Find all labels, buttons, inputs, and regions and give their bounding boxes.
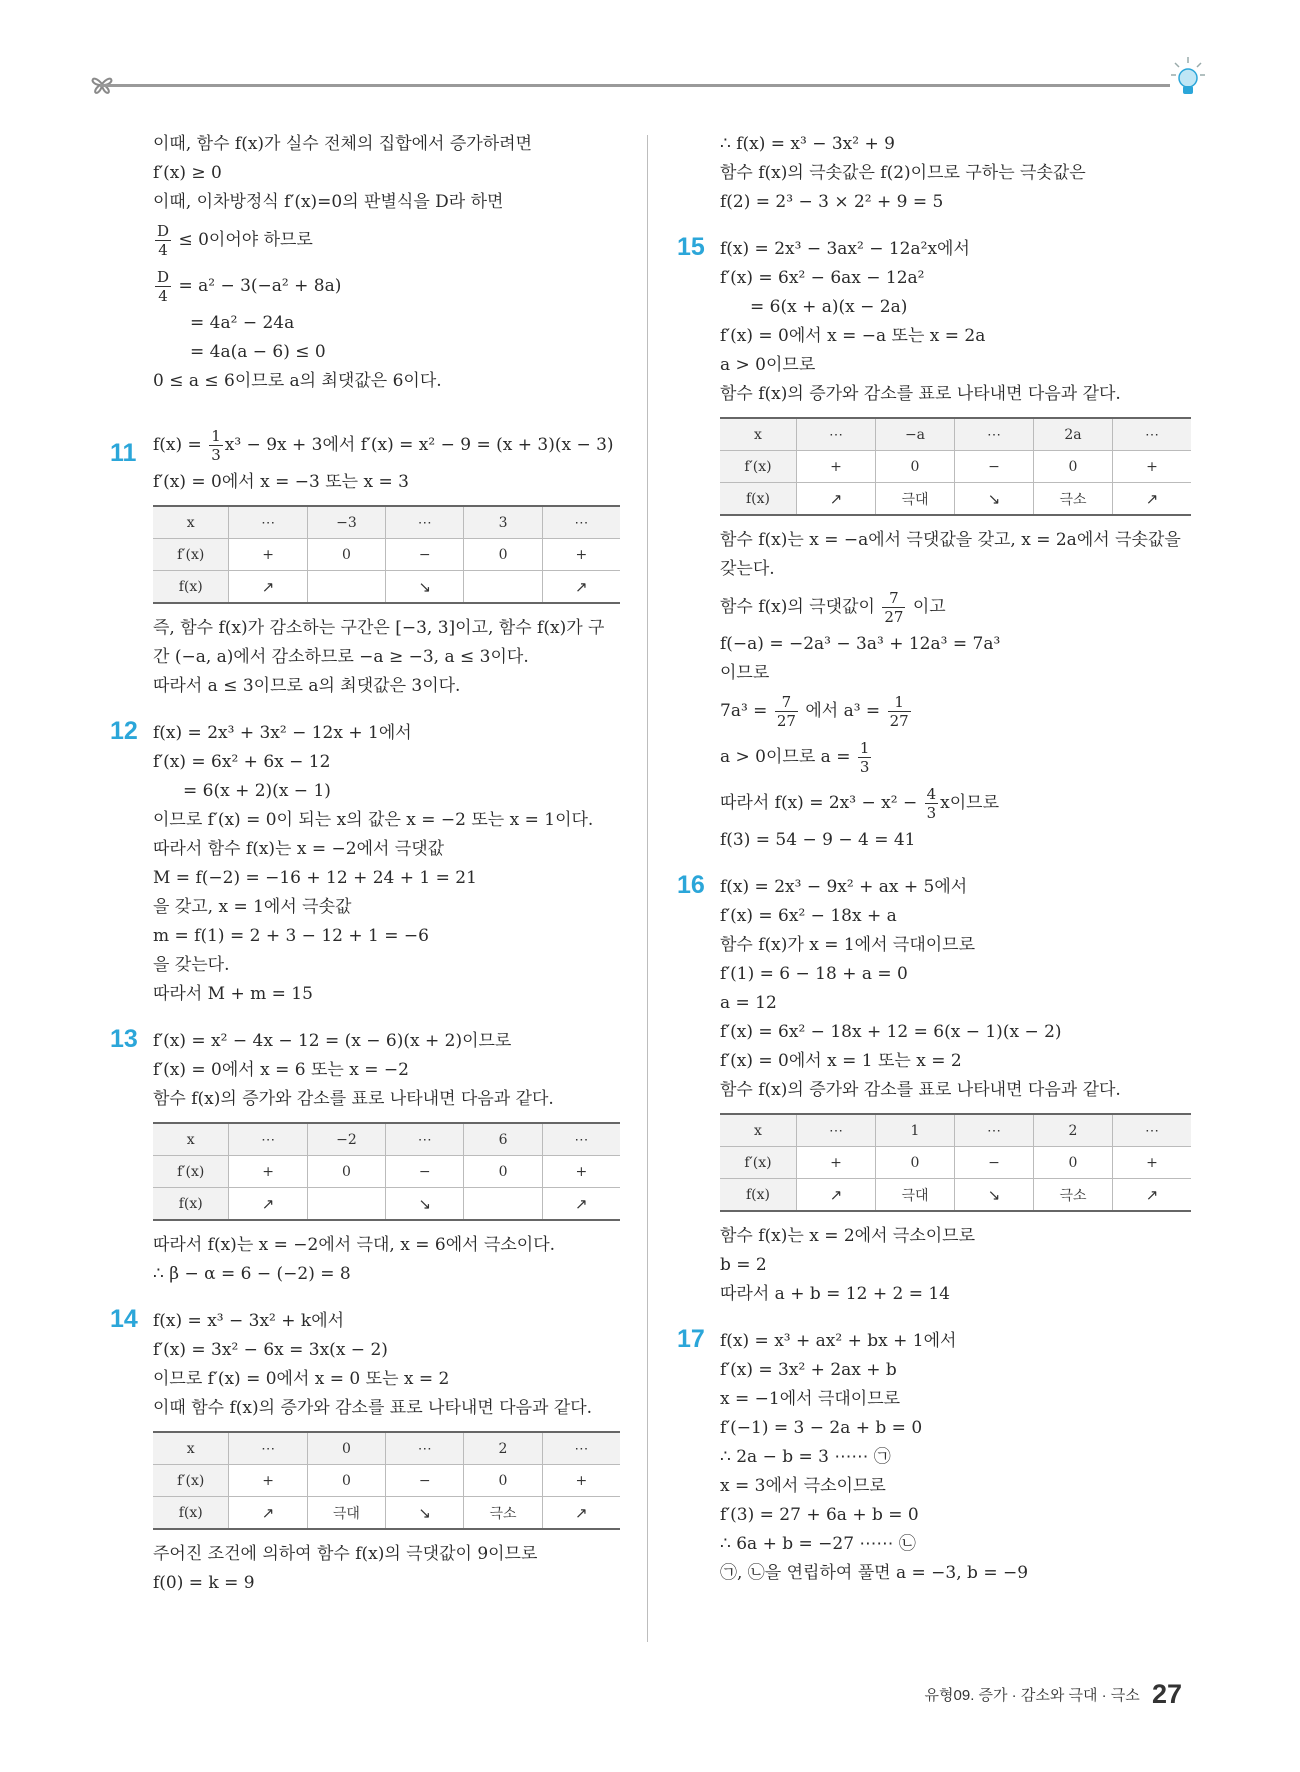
solution-line: ㉠, ㉡을 연립하여 풀면 a = −3, b = −9 [720, 1563, 1029, 1583]
solution-line: = 6(x + a)(x − 2a) [750, 297, 908, 317]
solution-line: 주어진 조건에 의하여 함수 f(x)의 극댓값이 9이므로 [153, 1544, 538, 1564]
solution-frac-line: a > 0이므로 a = $\frac{1}{3}$ [720, 739, 870, 776]
solution-line: m = f(1) = 2 + 3 − 12 + 1 = −6 [153, 926, 429, 946]
solution-line: 이때 함수 f(x)의 증가와 감소를 표로 나타내면 다음과 같다. [153, 1398, 593, 1418]
solution-line: 함수 f(x)의 극솟값은 f(2)이므로 구하는 극솟값은 [720, 163, 1086, 183]
solution-line: f′(x) = 6x² − 18x + a [720, 906, 897, 926]
solution-line: f′(x) = 0에서 x = 6 또는 x = −2 [153, 1060, 409, 1080]
fraction: $\frac{7}{27}$ [776, 693, 796, 730]
solution-line: f′(−1) = 3 − 2a + b = 0 [720, 1418, 923, 1438]
solution-frac-line: 함수 f(x)의 극댓값이 $\frac{7}{27}$ 이고 [720, 589, 946, 626]
right-column [677, 130, 1197, 1588]
solution-line: f′(x) = 0에서 x = 1 또는 x = 2 [720, 1051, 962, 1071]
solution-line: ∴ f(x) = x³ − 3x² + 9 [720, 134, 895, 154]
problem-number: 17 [677, 1325, 705, 1353]
intro-line: 0 ≤ a ≤ 6이므로 a의 최댓값은 6이다. [153, 371, 442, 391]
intro-line: = 4a(a − 6) ≤ 0 [190, 342, 326, 362]
solution-line: 함수 f(x)가 x = 1에서 극대이므로 [720, 935, 976, 955]
solution-line: 따라서 M + m = 15 [153, 984, 313, 1004]
solution-line: f′(x) = 3x² + 2ax + b [720, 1360, 897, 1380]
solution-line: f′(x) = 0에서 x = −3 또는 x = 3 [153, 472, 409, 492]
solution-line: f′(x) = 6x² − 6ax − 12a² [720, 268, 925, 288]
problem-16: 16 f(x) = 2x³ − 9x² + ax + 5에서 f′(x) = 6x² − 18x + a 함수 f(x)가 x = 1에서 극대이므로 f′(1) = 6 − 18 + a = 0 a = 12 f′(x) = 6x² − 18x + 12 = 6(x − 1)(x − 2) f′(x) = 0에서 x = 1 또는 x = 2 함수 f(x)의 증가와 감소를 표로 나타내면 다음과 같다. x ⋯ 1 ⋯ 2 ⋯ f′(x) + 0 − 0 + f(x) ↗ 극대 ↘ 극소 ↗ 함수 f(x)는 x = 2에서 극소이므로 b = 2 따라서 a + b = 12 + 2 = 14 [677, 873, 1197, 1309]
solution-line: f(3) = 54 − 9 − 4 = 41 [720, 830, 916, 850]
problem-number: 13 [110, 1025, 138, 1053]
problem-15: 15 f(x) = 2x³ − 3ax² − 12a²x에서 f′(x) = 6x² − 6ax − 12a² = 6(x + a)(x − 2a) f′(x) = 0에서 x = −a 또는 x = 2a a > 0이므로 함수 f(x)의 증가와 감소를 표로 나타내면 다음과 같다. x ⋯ −a ⋯ 2a ⋯ f′(x) + 0 − 0 + f(x) ↗ 극대 ↘ 극소 ↗ 함수 f(x)는 x = −a에서 극댓값을 갖고, x = 2a에서 극솟값을 갖는다. 함수 f(x)의 극댓값이 $\frac{7}{27}$ 이고 f(−a) = −2a³ − 3a³ + 12a³ = 7a³ 이므로 7a³ = $\frac{7}{27}$ 에서 a³ = $\frac{1}{27}$ a > 0이므로 a = $\frac{1}{3}$ 따라서 f(x) = 2x³ − x² − $\frac{4}{3}$ x이므로 f(3) = 54 − 9 − 4 = 41 [677, 235, 1197, 855]
solution-line: 함수 f(x)는 x = −a에서 극댓값을 갖고, x = 2a에서 극솟값을 [720, 530, 1181, 550]
intro-line: = 4a² − 24a [190, 313, 295, 333]
solution-line: 함수 f(x)의 증가와 감소를 표로 나타내면 다음과 같다. [720, 1080, 1121, 1100]
problem-number: 14 [110, 1305, 138, 1333]
variation-table: x ⋯ −a ⋯ 2a ⋯ f′(x) + 0 − 0 + f(x) ↗ 극대 ↘ 극소 ↗ [720, 417, 1191, 516]
fraction: $\frac{D}{4}$ [157, 268, 170, 305]
solution-line: 간 (−a, a)에서 감소하므로 −a ≥ −3, a ≤ 3이다. [153, 647, 529, 667]
solution-line: ∴ 2a − b = 3 ⋯⋯ ㉠ [720, 1447, 891, 1467]
solution-line: f(−a) = −2a³ − 3a³ + 12a³ = 7a³ [720, 634, 1001, 654]
solution-line: a = 12 [720, 993, 777, 1013]
solution-line: f′(x) = 3x² − 6x = 3x(x − 2) [153, 1340, 388, 1360]
intro-line: 이때, 이차방정식 f′(x)=0의 판별식을 D라 하면 [153, 192, 504, 212]
variation-table: x ⋯ 1 ⋯ 2 ⋯ f′(x) + 0 − 0 + f(x) ↗ 극대 ↘ 극소 ↗ [720, 1113, 1191, 1212]
header-rule [100, 84, 1170, 87]
page-number: 27 [1151, 1679, 1182, 1709]
solution-frac-line: 따라서 f(x) = 2x³ − x² − $\frac{4}{3}$ x이므로 [720, 785, 999, 822]
solution-line: 이므로 f′(x) = 0이 되는 x의 값은 x = −2 또는 x = 1이다. [153, 810, 594, 830]
intro-line: 이때, 함수 f(x)가 실수 전체의 집합에서 증가하려면 [153, 134, 532, 154]
solution-line: 따라서 f(x)는 x = −2에서 극대, x = 6에서 극소이다. [153, 1235, 556, 1255]
variation-table: x ⋯ −2 ⋯ 6 ⋯ f′(x) + 0 − 0 + f(x) ↗ ↘ ↗ [153, 1122, 620, 1221]
solution-line: 이므로 f′(x) = 0에서 x = 0 또는 x = 2 [153, 1369, 450, 1389]
solution-line: 따라서 a ≤ 3이므로 a의 최댓값은 3이다. [153, 676, 461, 696]
solution-line: b = 2 [720, 1255, 767, 1275]
solution-line: 갖는다. [720, 559, 775, 579]
solution-line: f′(x) = 6x² − 18x + 12 = 6(x − 1)(x − 2) [720, 1022, 1062, 1042]
problem-number: 11 [110, 439, 137, 467]
solution-line: x = −1에서 극대이므로 [720, 1389, 901, 1409]
solution-line: 함수 f(x)는 x = 2에서 극소이므로 [720, 1226, 976, 1246]
solution-line: a > 0이므로 [720, 355, 816, 375]
problem-12: 12 f(x) = 2x³ + 3x² − 12x + 1에서 f′(x) = 6x² + 6x − 12 = 6(x + 2)(x − 1) 이므로 f′(x) = 0이 되는 x의 값은 x = −2 또는 x = 1이다. 따라서 함수 f(x)는 x = −2에서 극댓값 M = f(−2) = −16 + 12 + 24 + 1 = 21 을 갖고, x = 1에서 극솟값 m = f(1) = 2 + 3 − 12 + 1 = −6 을 갖는다. 따라서 M + m = 15 [110, 719, 620, 1009]
lightbulb-icon [1168, 55, 1208, 101]
column-divider [647, 135, 648, 1642]
solution-line: ∴ β − α = 6 − (−2) = 8 [153, 1264, 351, 1284]
page-footer [925, 1679, 1182, 1710]
solution-line: M = f(−2) = −16 + 12 + 24 + 1 = 21 [153, 868, 477, 888]
problem-number: 15 [677, 233, 705, 261]
problem-14: 14 f(x) = x³ − 3x² + k에서 f′(x) = 3x² − 6x = 3x(x − 2) 이므로 f′(x) = 0에서 x = 0 또는 x = 2 이때 함수 f(x)의 증가와 감소를 표로 나타내면 다음과 같다. x ⋯ 0 ⋯ 2 ⋯ f′(x) + 0 − 0 + f(x) ↗ 극대 ↘ 극소 ↗ 주어진 조건에 의하여 함수 f(x)의 극댓값이 9이므로 f(0) = k = 9 [110, 1307, 620, 1598]
solution-line: 함수 f(x)의 증가와 감소를 표로 나타내면 다음과 같다. [720, 384, 1121, 404]
solution-line: f′(1) = 6 − 18 + a = 0 [720, 964, 908, 984]
problem-number: 12 [110, 717, 138, 745]
solution-line: f′(3) = 27 + 6a + b = 0 [720, 1505, 919, 1525]
solution-line: 따라서 함수 f(x)는 x = −2에서 극댓값 [153, 839, 445, 859]
solution-line: 을 갖는다. [153, 955, 230, 975]
solution-line: 따라서 a + b = 12 + 2 = 14 [720, 1284, 950, 1304]
fraction: $\frac{1}{27}$ [889, 693, 909, 730]
variation-table: x ⋯ −3 ⋯ 3 ⋯ f′(x) + 0 − 0 + f(x) ↗ ↘ ↗ [153, 505, 620, 604]
intro-frac-line: $\frac{D}{4}$ ≤ 0이어야 하므로 [157, 222, 313, 259]
solution-line: 이므로 [720, 663, 770, 683]
solution-line: ∴ 6a + b = −27 ⋯⋯ ㉡ [720, 1534, 916, 1554]
solution-line: 함수 f(x)의 증가와 감소를 표로 나타내면 다음과 같다. [153, 1089, 554, 1109]
solution-line: x = 3에서 극소이므로 [720, 1476, 886, 1496]
problem-13: 13 f′(x) = x² − 4x − 12 = (x − 6)(x + 2)이므로 f′(x) = 0에서 x = 6 또는 x = −2 함수 f(x)의 증가와 감소를 표로 나타내면 다음과 같다. x ⋯ −2 ⋯ 6 ⋯ f′(x) + 0 − 0 + f(x) ↗ ↘ ↗ 따라서 f(x)는 x = −2에서 극대, x = 6에서 극소이다. ∴ β − α = 6 − (−2) = 8 [110, 1027, 620, 1289]
solution-line: f′(x) = 6x² + 6x − 12 [153, 752, 331, 772]
fraction: $\frac{1}{3}$ [859, 739, 870, 776]
intro-frac-line: $\frac{D}{4}$ = a² − 3(−a² + 8a) [157, 268, 342, 305]
problem-number: 16 [677, 871, 705, 899]
solution-frac-line: 7a³ = $\frac{7}{27}$ 에서 a³ = $\frac{1}{27}$ [720, 693, 909, 730]
left-column [110, 130, 620, 1598]
solution-line: f(0) = k = 9 [153, 1573, 255, 1593]
solution-line: 즉, 함수 f(x)가 감소하는 구간은 [−3, 3]이고, 함수 f(x)가 구 [153, 618, 605, 638]
fraction: $\frac{D}{4}$ [157, 222, 170, 259]
fraction: $\frac{4}{3}$ [926, 785, 937, 822]
intro-line: f′(x) ≥ 0 [153, 163, 222, 183]
solution-line: f′(x) = 0에서 x = −a 또는 x = 2a [720, 326, 986, 346]
variation-table: x ⋯ 0 ⋯ 2 ⋯ f′(x) + 0 − 0 + f(x) ↗ 극대 ↘ 극소 ↗ [153, 1431, 620, 1530]
solution-line: f(2) = 2³ − 3 × 2² + 9 = 5 [720, 192, 944, 212]
fraction: $\frac{1}{3}$ [211, 427, 221, 464]
problem-11: 11 f(x) = $\frac{1}{3}$ x³ − 9x + 3에서 f′(x) = x² − 9 = (x + 3)(x − 3) f′(x) = 0에서 x = −3 또는 x = 3 x ⋯ −3 ⋯ 3 ⋯ f′(x) + 0 − 0 + f(x) ↗ ↘ ↗ 즉, 함수 f(x)가 감소하는 구간은 [−3, 3]이고, 함수 f(x)가 구 간 (−a, a)에서 감소하므로 −a ≥ −3, a ≤ 3이다. 따라서 a ≤ 3이므로 a의 최댓값은 3이다. [110, 422, 620, 701]
solution-line: = 6(x + 2)(x − 1) [183, 781, 331, 801]
fraction: $\frac{7}{27}$ [884, 589, 904, 626]
solution-line: 을 갖고, x = 1에서 극솟값 [153, 897, 352, 917]
problem-17: 17 f(x) = x³ + ax² + bx + 1에서 f′(x) = 3x² + 2ax + b x = −1에서 극대이므로 f′(−1) = 3 − 2a + b = 0 ∴ 2a − b = 3 ⋯⋯ ㉠ x = 3에서 극소이므로 f′(3) = 27 + 6a + b = 0 ∴ 6a + b = −27 ⋯⋯ ㉡ ㉠, ㉡을 연립하여 풀면 a = −3, b = −9 [677, 1327, 1197, 1588]
section-title: 유형09. 증가 · 감소와 극대 · 극소 [924, 1687, 1140, 1704]
